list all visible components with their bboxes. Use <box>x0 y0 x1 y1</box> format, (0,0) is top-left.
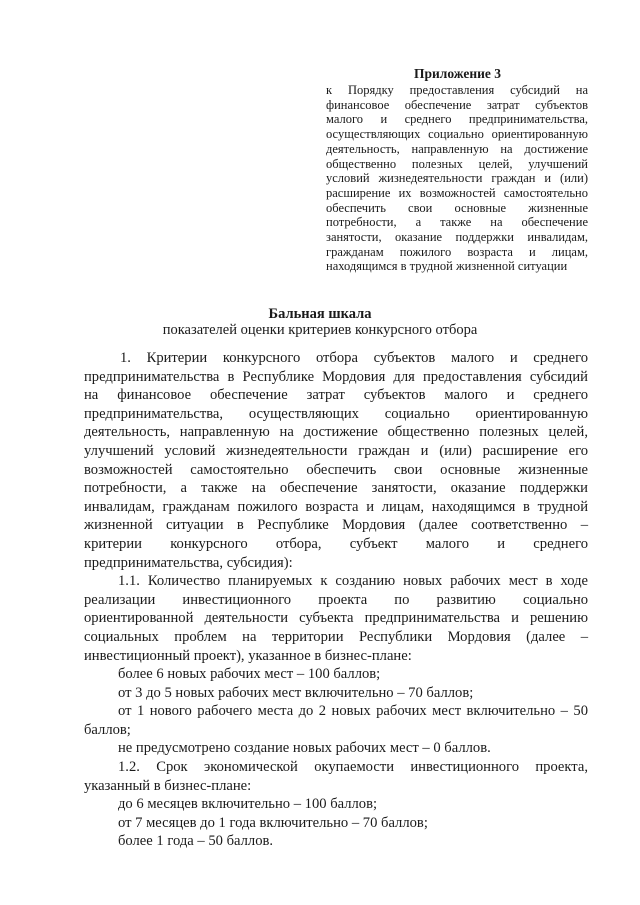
list-item: не предусмотрено создание новых рабочих мест – 0 баллов. <box>118 740 491 757</box>
paragraph-line: инвестиционный проект), указанное в бизнес-плане: <box>84 647 412 664</box>
appendix-line: деятельность, направленную на достижение <box>326 141 588 156</box>
paragraph-line: улучшений условий жизнедеятельности граждан и (или) расширение его <box>84 442 588 459</box>
paragraph-line: жизненной ситуации в Республике Мордовия (далее соответственно – <box>84 517 588 534</box>
paragraph-line: потребности, а также на обеспечение занятости, оказание поддержки <box>84 480 588 497</box>
appendix-line: осуществляющих социально ориентированную <box>326 127 588 142</box>
paragraph-line: на финансовое обеспечение затрат субъектов малого и среднего <box>84 387 588 404</box>
appendix-title: Приложение 3 <box>414 66 502 81</box>
list-item-continuation: баллов; <box>84 721 131 738</box>
appendix-line: находящимся в трудной жизненной ситуации <box>326 259 568 274</box>
appendix-line: финансовое обеспечение затрат субъектов <box>326 97 588 112</box>
appendix-line: расширение их возможностей самостоятельно <box>326 185 588 200</box>
paragraph-line: 1.1. Количество планируемых к созданию новых рабочих мест в ходе <box>118 573 588 590</box>
list-item: более 1 года – 50 баллов. <box>118 833 274 850</box>
paragraph-line: 1. Критерии конкурсного отбора субъектов малого и среднего <box>120 350 588 366</box>
list-item: до 6 месяцев включительно – 100 баллов; <box>118 796 378 813</box>
list-item: более 6 новых рабочих мест – 100 баллов; <box>118 666 381 683</box>
paragraph-line: предпринимательства, осуществляющих социально ориентированную <box>84 405 588 422</box>
appendix-line: гражданам пожилого возраста и лицам, <box>326 244 588 259</box>
paragraph-line: инвалидам, гражданам пожилого возраста и лицам, находящимся в трудной <box>84 498 588 515</box>
list-item: от 3 до 5 новых рабочих мест включительно – 70 баллов; <box>118 684 474 701</box>
paragraph-line: ориентированной деятельности субъекта предпринимательства и решению <box>84 610 588 627</box>
document-body <box>84 349 588 851</box>
list-item: от 7 месяцев до 1 года включительно – 70 баллов; <box>118 814 428 831</box>
paragraph-line: предпринимательства в Республике Мордовия для предоставления субсидий <box>84 368 588 385</box>
paragraph-line: 1.2. Срок экономической окупаемости инвестиционного проекта, <box>118 759 588 776</box>
document-subtitle: показателей оценки критериев конкурсного отбора <box>162 322 478 338</box>
paragraph-line: критерии конкурсного отбора, субъект малого и среднего <box>84 535 588 552</box>
paragraph-line: реализации инвестиционного проекта по развитию социально <box>84 591 588 608</box>
paragraph-line: указанный в бизнес-плане: <box>84 777 252 794</box>
appendix-block <box>326 66 588 274</box>
list-item: от 1 нового рабочего места до 2 новых рабочих мест включительно – 50 <box>118 703 588 720</box>
appendix-line: условий жизнедеятельности граждан и (или) <box>326 171 588 186</box>
paragraph-line: предпринимательства, субсидия): <box>84 554 293 571</box>
appendix-line: малого и среднего предпринимательства, <box>326 112 588 127</box>
appendix-line: к Порядку предоставления субсидий на <box>326 83 588 97</box>
appendix-line: занятости, оказание поддержки инвалидам, <box>326 230 588 245</box>
paragraph-line: возможностей самостоятельно обеспечить свои основные жизненные <box>84 461 588 478</box>
appendix-line: общественно полезных целей, улучшений <box>326 156 588 171</box>
appendix-line: обеспечить свои основные жизненные <box>326 200 588 215</box>
document-title: Бальная шкала <box>268 306 372 322</box>
paragraph-line: деятельность, направленную на достижение общественно полезных целей, <box>84 424 588 441</box>
paragraph-line: социальных проблем на территории Республики Мордовия (далее – <box>84 628 588 645</box>
appendix-line: потребности, а также на обеспечение <box>326 215 588 230</box>
